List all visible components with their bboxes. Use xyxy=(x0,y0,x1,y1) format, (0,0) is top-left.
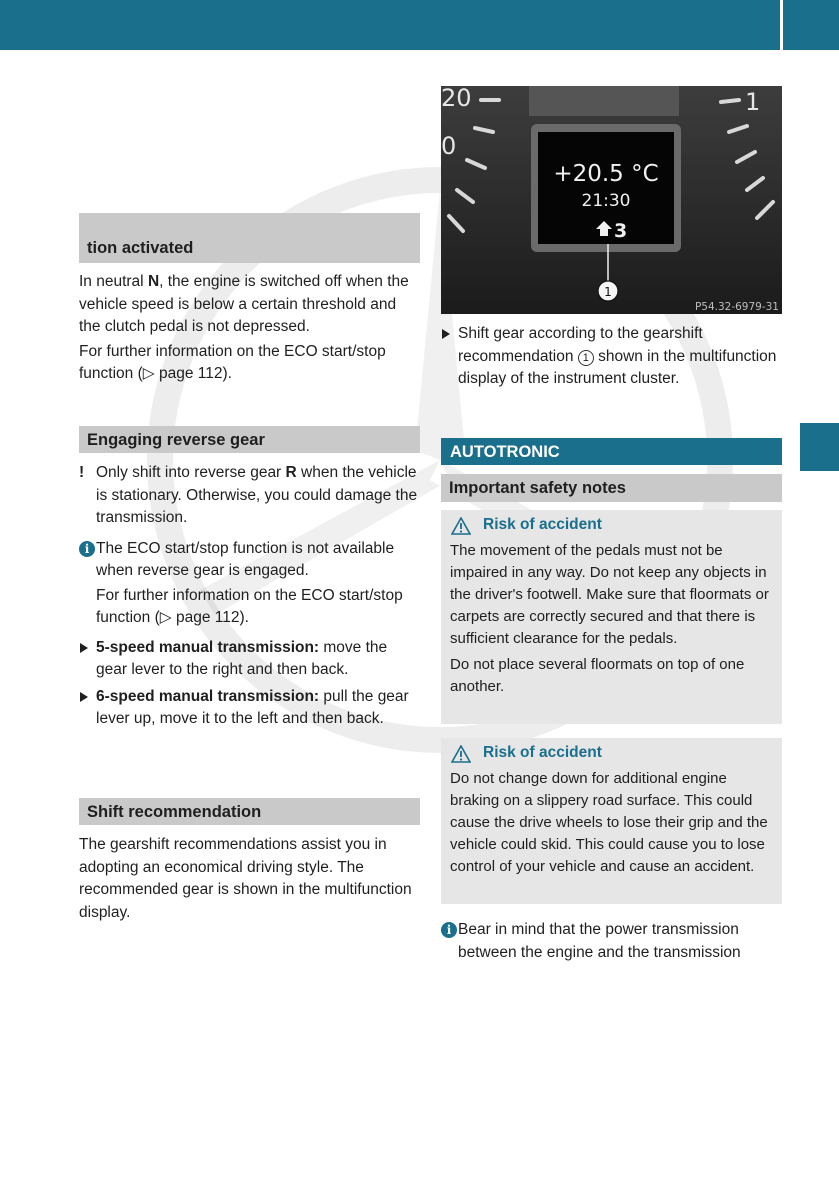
eco-page-reference[interactable]: For further information on the ECO start/stop function (▷ page 112). xyxy=(96,586,403,626)
caution-icon: ! xyxy=(79,464,85,481)
eco-intro-paragraph: In neutral N, the engine is switched off when the vehicle speed is below a certain threshold and the clutch pedal is not depressed. xyxy=(79,273,409,335)
safety-notes-heading: Important safety notes xyxy=(441,474,782,502)
right-dial-top-number: 1 xyxy=(745,88,761,116)
shift-step-section xyxy=(441,323,782,391)
svg-text:1: 1 xyxy=(604,285,612,299)
warning-title: Risk of accident xyxy=(450,514,774,536)
warning-triangle-icon xyxy=(451,745,471,763)
partial-section-heading xyxy=(79,213,420,263)
shift-recommendation-text: The gearshift recommendations assist you in adopting an economical driving style. The recommended gear is shown in the multifunction display. xyxy=(79,836,412,921)
display-time: 21:30 xyxy=(581,191,631,211)
left-dial-mid-number: 0 xyxy=(441,132,457,160)
top-bar-separator xyxy=(780,0,783,50)
display-temperature: +20.5 °C xyxy=(553,161,659,187)
eco-reference-paragraph[interactable]: For further information on the ECO start/stop function (▷ page 112). xyxy=(79,342,386,382)
info-icon: i xyxy=(79,541,95,557)
step-arrow-icon xyxy=(442,329,450,339)
cluster-graphic xyxy=(441,86,782,314)
display-gear: 3 xyxy=(614,220,628,242)
step-arrow-icon xyxy=(80,692,88,702)
image-code: P54.32-6979-31 xyxy=(694,301,779,313)
warning-triangle-icon xyxy=(451,517,471,535)
info-note: i Bear in mind that the power transmission between the engine and the transmission xyxy=(441,919,782,964)
callout-1-inline: 1 xyxy=(578,350,594,366)
power-transmission-info xyxy=(441,919,782,964)
warning-box-downshift: Risk of accident Do not change down for additional engine braking on a slippery road surface. This could cause the drive wheels to lose their grip and the vehicle could skid. This could cause you to lose control of your vehicle and cause an accident. xyxy=(441,738,782,904)
step-6-speed: 6-speed manual transmission: pull the gear lever up, move it to the left and then back. xyxy=(79,686,420,731)
partial-heading-text: tion activated xyxy=(87,239,194,257)
reverse-gear-section xyxy=(79,462,420,731)
reverse-gear-heading: Engaging reverse gear xyxy=(79,426,420,453)
warning-box-pedals: Risk of accident The movement of the pedals must not be impaired in any way. Do not keep any objects in the driver's footwell. Make sure that floormats or carpets are correctly secured and that there is sufficient clearance for the pedals. Do not place several floormats on top of one another. xyxy=(441,510,782,724)
warning-title: Risk of accident xyxy=(450,742,774,764)
autotronic-heading: AUTOTRONIC xyxy=(441,438,782,465)
info-icon: i xyxy=(441,922,457,938)
instrument-cluster-photo xyxy=(441,86,782,314)
eco-intro xyxy=(79,271,420,386)
top-color-bar xyxy=(0,0,839,50)
step-arrow-icon xyxy=(80,643,88,653)
caution-note: ! Only shift into reverse gear R when the vehicle is stationary. Otherwise, you could damage the transmission. xyxy=(79,464,418,526)
info-note: i The ECO start/stop function is not available when reverse gear is engaged. For further information on the ECO start/stop function (▷ page 112). xyxy=(79,538,420,630)
shift-recommendation-heading: Shift recommendation xyxy=(79,798,420,825)
chapter-side-tab[interactable] xyxy=(800,423,839,471)
step-5-speed: 5-speed manual transmission: move the gear lever to the right and then back. xyxy=(79,637,420,682)
left-dial-top-number: 20 xyxy=(441,86,472,112)
shift-gear-step: Shift gear according to the gearshift recommendation 1 shown in the multifunction display of the instrument cluster. xyxy=(441,323,782,391)
